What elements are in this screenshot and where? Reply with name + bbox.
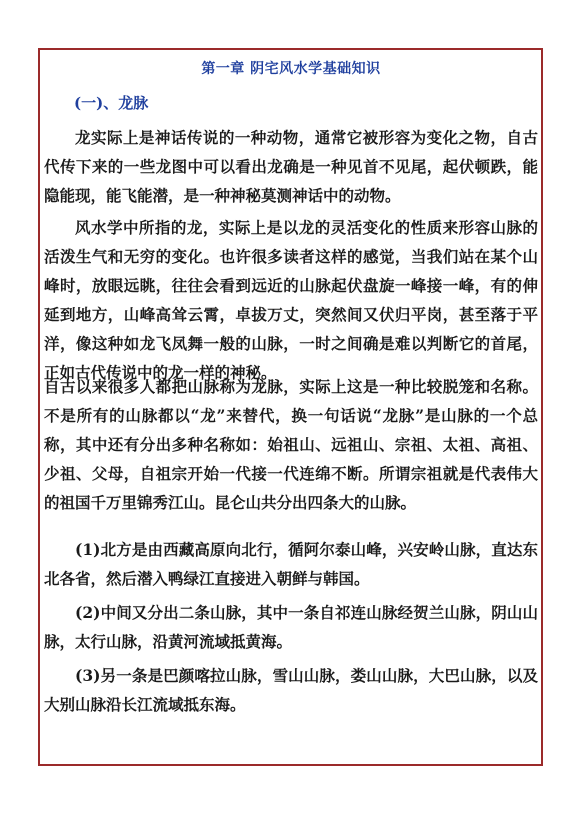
paragraph-dragon-myth: 龙实际上是神话传说的一种动物，通常它被形容为变化之物，自古代传下来的一些龙图中可以看出龙确是一种见首不见尾，起伏顿跌，能隐能现，能飞能潜，是一种神秘莫测神话中的动物。 xyxy=(44,128,538,205)
chapter-title: 第一章 阴宅风水学基础知识 xyxy=(201,61,381,77)
section-heading: (一)、龙脉 xyxy=(74,94,149,112)
paragraph-south-vein: (3)另一条是巴颜喀拉山脉，雪山山脉，娄山山脉，大巴山脉，以及大别山脉沿长江流域抵东海。 xyxy=(44,666,538,714)
paragraph-north-vein: (1)北方是由西藏高原向北行，循阿尔泰山峰，兴安岭山脉，直达东北各省，然后潜入鸭绿江直接进入朝鲜与韩国。 xyxy=(44,540,538,588)
paragraph-fengshui-dragon: 风水学中所指的龙，实际上是以龙的灵活变化的性质来形容山脉的活泼生气和无穷的变化。也许很多读者这样的感觉，当我们站在某个山峰时，放眼远眺，往往会看到远近的山脉起伏盘旋一峰接一峰，有的伸延到地方，山峰高耸云霄，卓拔万丈，突然间又伏归平岗，甚至落于平洋，像这种如龙飞凤舞一般的山脉，一时之间确是难以判断它的首尾，正如古代传说中的龙一样的神秘。 xyxy=(44,218,538,382)
paragraph-dragon-vein: 自古以来很多人都把山脉称为龙脉，实际上这是一种比较脱笼和名称。不是所有的山脉都以“龙”来替代，换一句话说“龙脉”是山脉的一个总称，其中还有分出多种名称如：始祖山、远祖山、宗祖、太祖、高祖、少祖、父母，自祖宗开始一代接一代连绵不断。所谓宗祖就是代表伟大的祖国千万里锦秀江山。昆仑山共分出四条大的山脉。 xyxy=(44,377,538,512)
paragraph-middle-vein: (2)中间又分出二条山脉，其中一条自祁连山脉经贺兰山脉，阴山山脉，太行山脉，沿黄河流域抵黄海。 xyxy=(44,603,538,651)
